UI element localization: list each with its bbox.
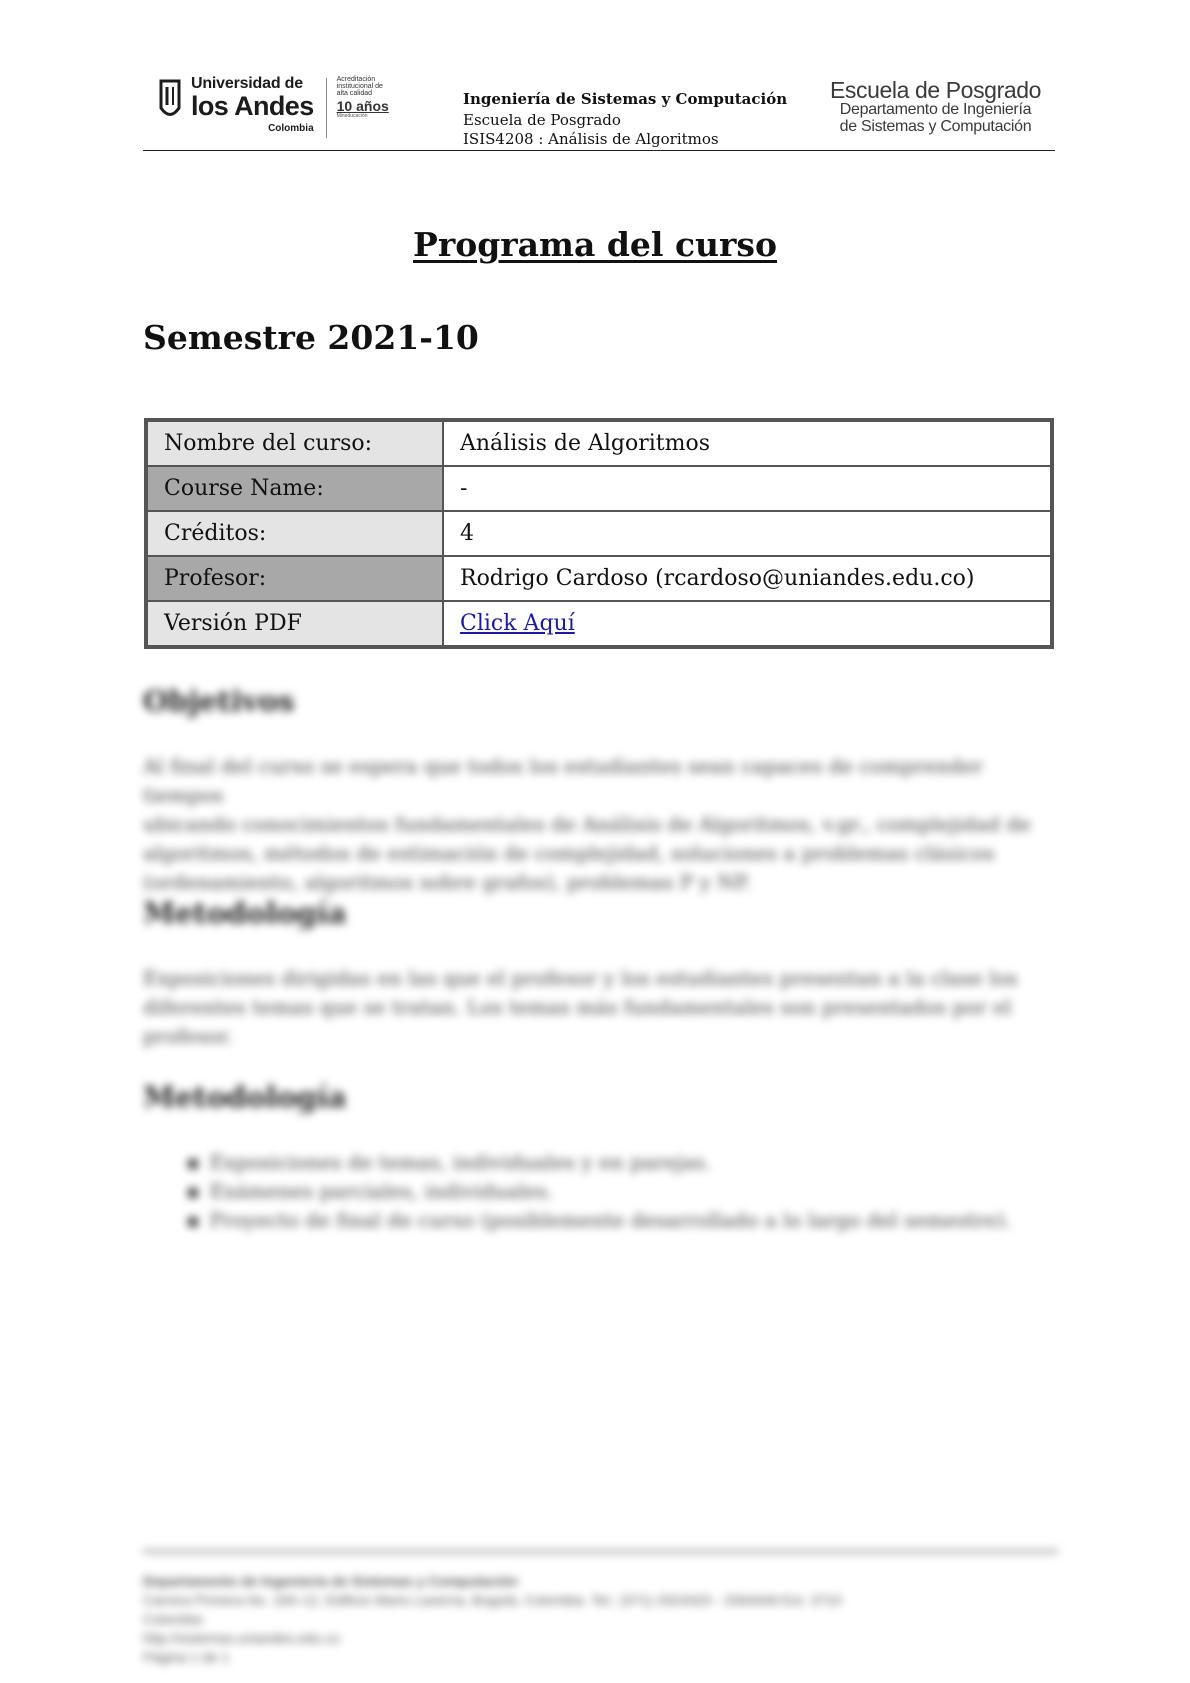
row-label-professor: Profesor: [146,556,443,601]
list-item: ▪ Exámenes parciales, individuales. [186,1177,1011,1206]
header-course-code: ISIS4208 : Análisis de Algoritmos [463,130,719,148]
accreditation-text: Acreditación institucional de alta calidad [336,76,383,97]
university-country: Colombia [268,123,314,134]
methodology-paragraph [143,964,1048,1051]
posgrado-logo-line2: Departamento de Ingeniería [839,101,1032,119]
row-value-course-name: Análisis de Algoritmos [443,420,1052,466]
row-label-course-name-en: Course Name: [146,466,443,511]
footer-page-number: Página 1 de 1 [143,1649,230,1665]
objectives-line: ubicando conocimientos fundamentales de Análisis de Algoritmos, v.gr., complejidad de [143,812,1032,836]
posgrado-logo-line1: Escuela de Posgrado [829,77,1041,103]
methodology-heading: Metodología [143,896,347,930]
list-item: ▪ Proyecto de final de curso (posiblemente desarrollado a lo largo del semestre). [186,1206,1011,1235]
header-divider [143,150,1055,151]
page-header [143,72,1055,152]
table-row [146,556,1052,601]
objectives-line: (ordenamiento, algoritmos sobre grafos), problemas P y NP. [143,870,751,894]
evaluation-list [186,1148,1011,1235]
row-label-pdf-version: Versión PDF [146,601,443,647]
university-name-line2: los Andes [191,91,314,121]
row-label-credits: Créditos: [146,511,443,556]
footer-address: Carrera Primera No. 18A-12, Edificio Mario Laserna, Bogotá, Colombia. Tel.: (571) 3324320 - 3394949 Ext. 3710 [143,1592,842,1608]
page-title-text: Programa del curso [413,225,777,264]
objectives-heading: Objetivos [143,684,295,718]
pdf-version-link[interactable]: Click Aquí [460,611,575,636]
header-department: Ingeniería de Sistemas y Computación [463,90,788,108]
row-value-professor: Rodrigo Cardoso (rcardoso@uniandes.edu.co) [443,556,1052,601]
footer-country: Colombia [143,1611,203,1627]
header-course-info [463,90,787,149]
posgrado-logo [830,78,1041,136]
methodology-line: profesor. [143,1024,233,1048]
footer-department: Departamento de Ingeniería de Sistemas y Computación [143,1573,518,1589]
table-row [146,511,1052,556]
table-row [146,601,1052,647]
row-value-course-name-en: - [443,466,1052,511]
header-school: Escuela de Posgrado [463,111,621,129]
table-row [146,420,1052,466]
objectives-line: Al final del curso se espera que todos los estudiantes sean capaces de comprender tiempos [143,754,984,807]
row-label-course-name: Nombre del curso: [146,420,443,466]
methodology-line: Exposiciones dirigidas en las que el profesor y los estudiantes presentan a la clase los [143,966,1018,990]
page-footer [143,1572,1058,1667]
crest-icon [157,78,183,122]
uniandes-logo [157,76,397,144]
table-row [146,466,1052,511]
accreditation-years: 10 años [336,98,389,114]
objectives-line: algoritmos, métodos de estimación de complejidad, soluciones a problemas clásicos [143,841,995,865]
accreditation-badge [337,76,393,119]
university-name-line1: Universidad de [191,75,303,92]
evaluation-heading: Metodología [143,1080,347,1114]
methodology-line: diferentes temas que se tratan. Los temas más fundamentales son presentados por el [143,995,1012,1019]
footer-divider [143,1549,1058,1554]
list-item: ▪ Exposiciones de temas, individuales y en parejas. [186,1148,1011,1177]
logo-divider [326,78,327,138]
page-title [0,225,1190,264]
row-value-credits: 4 [443,511,1052,556]
course-info-table [144,418,1054,649]
semester-heading: Semestre 2021-10 [143,318,479,357]
footer-website: http://sistemas.uniandes.edu.co [143,1630,340,1646]
accreditation-ministry: Mineducación [336,113,368,119]
objectives-paragraph [143,752,1048,897]
row-value-pdf-version [443,601,1052,647]
posgrado-logo-line3: de Sistemas y Computación [839,117,1032,135]
